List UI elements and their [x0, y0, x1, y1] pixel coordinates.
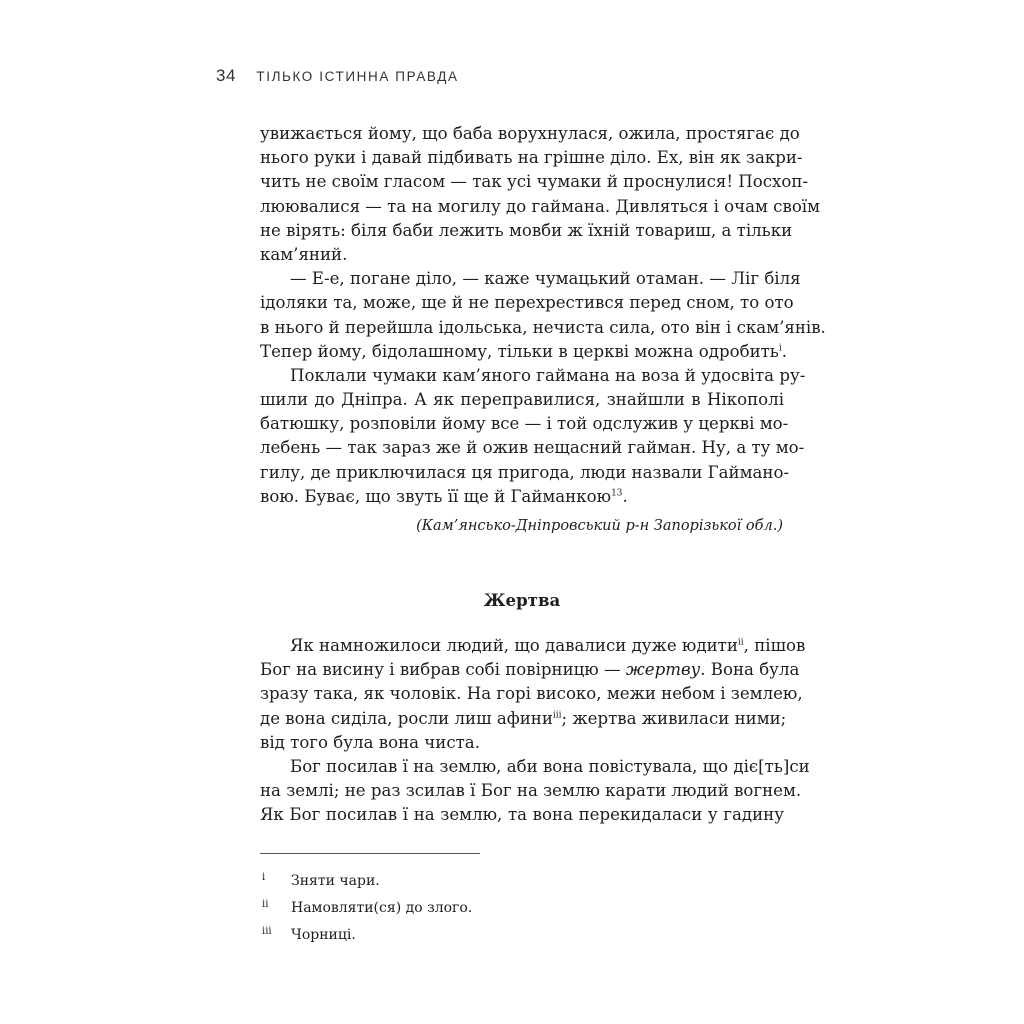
story-text-block: [260, 122, 826, 509]
footnote-text: Зняти чари.: [291, 873, 380, 889]
text-line: вою. Буває, що звуть її ще й Гайманкою$^{13}$.: [260, 486, 628, 506]
text-line-content: вою. Буває, що звуть її ще й Гайманкою: [260, 486, 612, 506]
footnote: [262, 866, 472, 893]
text-line: гилу, де приключилася ця пригода, люди назвали Гайманo-: [260, 462, 790, 482]
text-line: Бог посилав ї на землю, аби вона повістувала, що діє[ть]си: [290, 756, 810, 776]
text-line: Поклали чумаки кам’яного гаймана на воза й удосвіта ру-: [290, 365, 806, 385]
page-number: 34: [216, 66, 236, 85]
footnote-mark: iii: [262, 926, 272, 937]
text-line-content: , пішов: [743, 636, 806, 655]
footnote-text: Намовляти(ся) до злого.: [291, 900, 473, 916]
text-line: Як Бог посилав ї на землю, та вона перекидаласи у гадину: [260, 805, 784, 825]
footnote-mark: i: [262, 872, 266, 883]
source-attribution: (Кам’янсько-Дніпровський р-н Запорізької обл.): [416, 518, 783, 534]
text-line: на землі; не раз зсилав ї Бог на землю карати людий вогнем.: [260, 781, 802, 801]
text-line: в нього й перейшла ідольська, нечиста сила, ото він і скам’янів.: [260, 317, 826, 337]
section-heading: Жертва: [483, 590, 561, 610]
text-line: зразу така, як чоловік. На горі високо, межи небом і землею,: [260, 684, 803, 704]
italic-term: жертву: [625, 660, 701, 680]
text-line: батюшку, розповіли йому все — і той одслужив у церкві мо-: [260, 414, 789, 434]
text-line-content: ; жертва живилаcи ними;: [561, 708, 787, 728]
footnote-ref: i: [778, 343, 782, 354]
text-line-content: Тепер йому, бідолашному, тільки в церкві можна одробить: [260, 341, 779, 361]
text-line: Тепер йому, бідолашному, тільки в церкві можна одробить$^i$.: [260, 341, 788, 361]
footnote-ref: 13: [611, 488, 623, 499]
footnote: [262, 893, 472, 920]
text-line: кам’яний.: [260, 244, 348, 264]
text-line: від того була вона чиста.: [260, 732, 480, 752]
text-line: [260, 707, 787, 731]
text-line-content: де вона сиділа, росли лиш афини: [260, 708, 553, 728]
footnote-text: Чорниці.: [291, 927, 356, 943]
text-line: не вірять: біля баби лежить мовби ж їхній товариш, а тільки: [260, 220, 793, 240]
text-line: люювалися — та на могилу до гаймана. Дивляться і очам своїм: [260, 196, 821, 216]
text-line: нього руки і давай підбивать на грішне діло. Ех, він як закри-: [260, 148, 803, 168]
footnotes: [262, 866, 472, 947]
text-line-content: Бог на висину і вибрав собі повірницю —: [260, 660, 626, 680]
running-title: ТІЛЬКО ІСТИННА ПРАВДА: [256, 69, 459, 84]
text-line-content: Як намножилоси людий, що давалиси дуже юдити: [290, 636, 738, 655]
footnote-ref: iii: [552, 710, 562, 721]
text-line: чить не своїм гласом — так усі чумаки й проснулися! Посхоп-: [260, 172, 809, 192]
text-line: [260, 658, 800, 682]
text-line: лебень — так зараз же й ожив нещасний гайман. Ну, а ту мо-: [260, 438, 805, 458]
text-line: [260, 634, 806, 658]
legend-text-block: [260, 634, 810, 828]
text-line: шили до Дніпра. А як переправилися, знайшли в Нікополі: [260, 390, 784, 410]
text-line: увижається йому, що баба ворухнулася, ожила, простягає до: [260, 124, 800, 143]
page-header: [216, 66, 459, 86]
footnote-divider: [260, 853, 480, 854]
footnote-ref: ii: [737, 637, 744, 648]
footnote: [262, 920, 472, 947]
footnote-mark: ii: [262, 899, 269, 910]
text-line-content: . Вона була: [700, 660, 800, 680]
text-line: ідоляки та, може, ще й не перехрестився перед сном, то ото: [260, 293, 794, 313]
text-line: — Е-е, погане діло, — каже чумацький отаман. — Ліг біля: [290, 269, 801, 289]
